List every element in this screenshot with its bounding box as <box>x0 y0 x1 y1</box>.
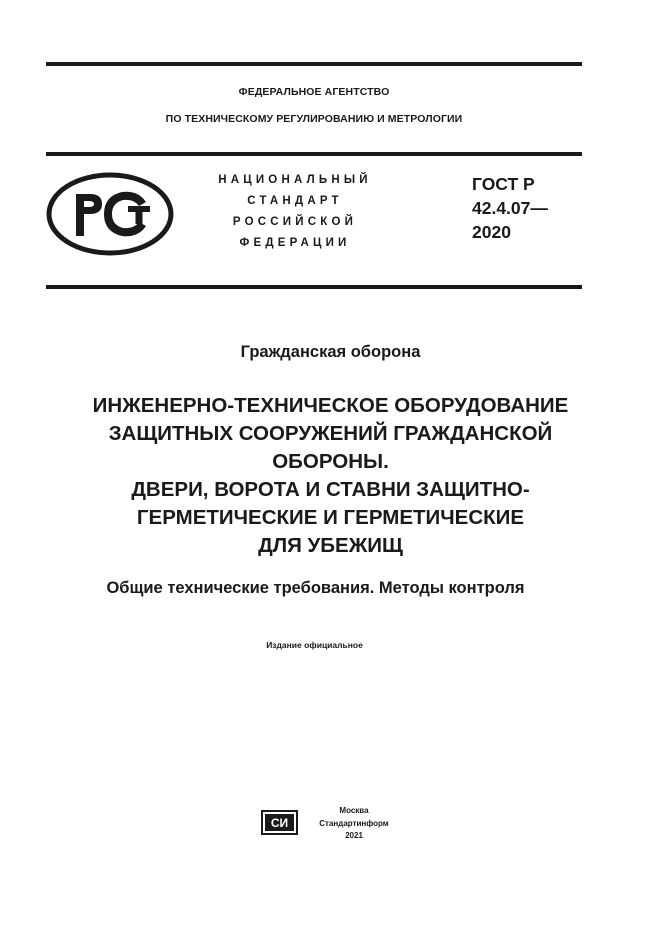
title-line-1: ИНЖЕНЕРНО-ТЕХНИЧЕСКОЕ ОБОРУДОВАНИЕ <box>92 394 569 417</box>
document-title <box>40 392 621 560</box>
title-line-2: ЗАЩИТНЫХ СООРУЖЕНИЙ ГРАЖДАНСКОЙ <box>108 422 553 445</box>
rst-emblem-icon <box>46 172 174 256</box>
gost-designation <box>472 172 548 244</box>
publisher-name: Стандартинформ <box>319 818 389 828</box>
agency-line-2: ПО ТЕХНИЧЕСКОМУ РЕГУЛИРОВАНИЮ И МЕТРОЛОГИИ <box>165 113 463 125</box>
edition-note: Издание официальное <box>266 640 363 650</box>
agency-line-1: ФЕДЕРАЛЬНОЕ АГЕНТСТВО <box>238 86 390 98</box>
publisher-city: Москва <box>339 806 369 815</box>
national-standard-line-1: НАЦИОНАЛЬНЫЙ <box>218 174 372 186</box>
standartinform-logo-icon <box>261 810 298 835</box>
gost-code-line-1: ГОСТ Р <box>472 174 535 194</box>
national-standard-line-3: РОССИЙСКОЙ <box>232 216 358 228</box>
publication-year: 2021 <box>345 831 363 840</box>
title-line-6: ДЛЯ УБЕЖИЩ <box>258 534 403 557</box>
discipline-heading: Гражданская оборона <box>240 343 421 361</box>
gost-code-line-2: 42.4.07— <box>472 198 548 218</box>
top-rule <box>46 62 582 66</box>
standard-block-rule <box>46 285 582 289</box>
title-line-3: ОБОРОНЫ. <box>272 450 389 473</box>
publisher-imprint <box>304 805 404 843</box>
national-standard-line-4: ФЕДЕРАЦИИ <box>239 237 351 249</box>
publisher-logo-letters: СИ <box>270 816 289 830</box>
gost-code-line-3: 2020 <box>472 222 511 242</box>
title-line-4: ДВЕРИ, ВОРОТА И СТАВНИ ЗАЩИТНО- <box>131 478 530 501</box>
national-standard-line-2: СТАНДАРТ <box>247 195 343 207</box>
header-rule <box>46 152 582 156</box>
title-line-5: ГЕРМЕТИЧЕСКИЕ И ГЕРМЕТИЧЕСКИЕ <box>136 506 525 529</box>
document-subtitle: Общие технические требования. Методы контроля <box>106 579 525 597</box>
